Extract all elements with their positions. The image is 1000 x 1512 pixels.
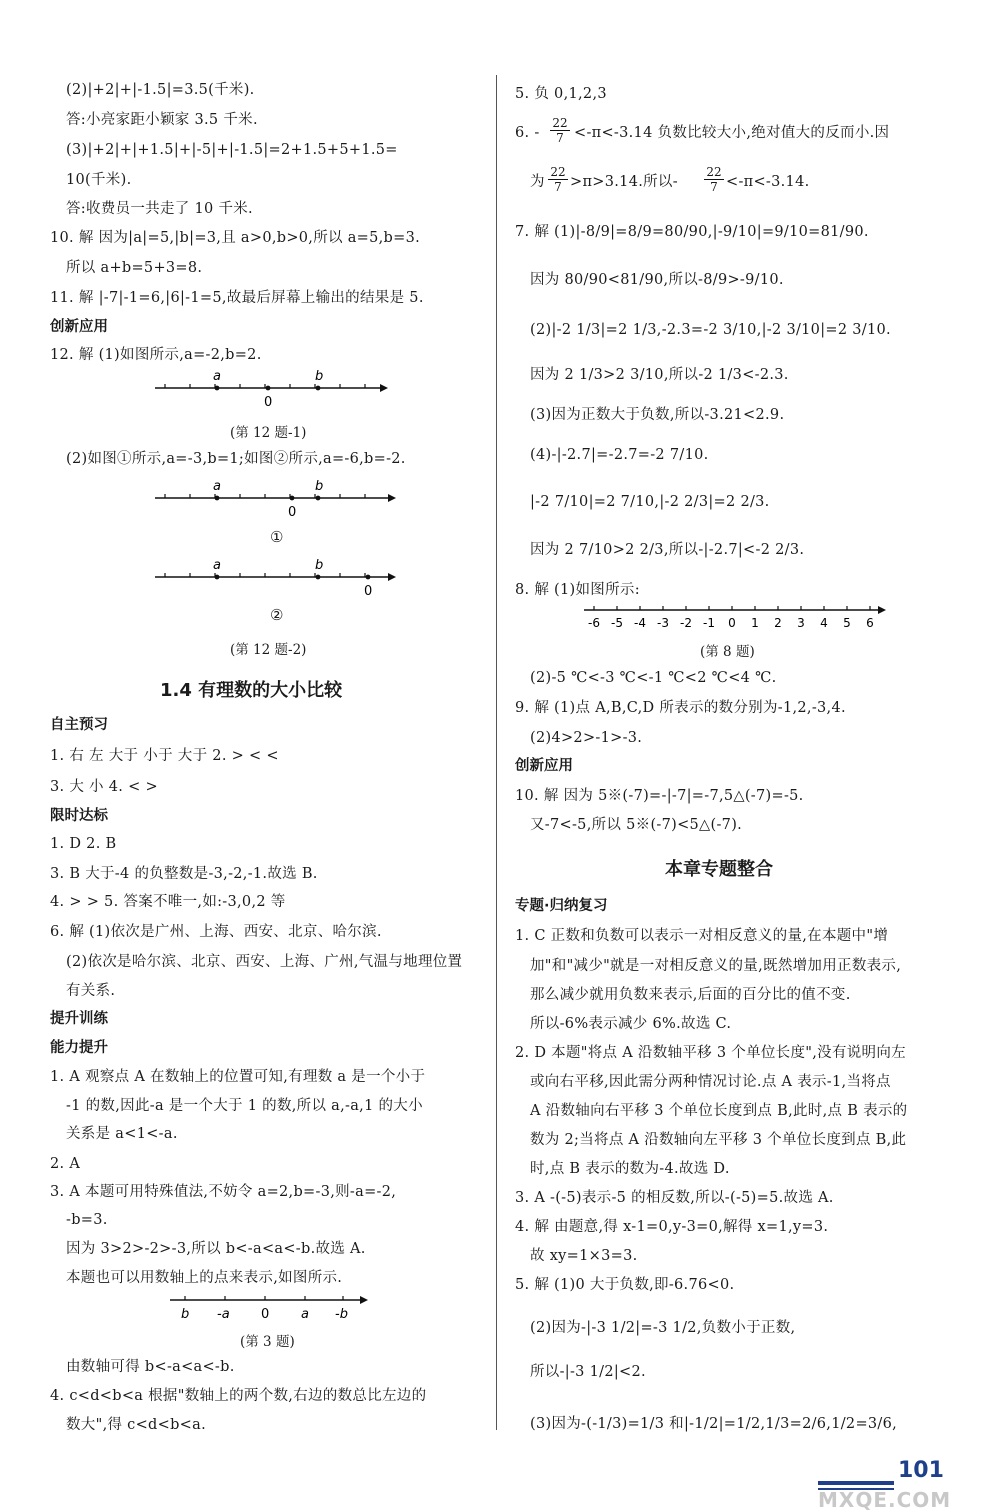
text-line: 5. 负 0,1,2,3 — [515, 86, 607, 102]
point-label: b — [315, 369, 324, 384]
text-line: (2)因为-|-3 1/2|=-3 1/2,负数小于正数, — [530, 1320, 796, 1336]
text-line: A 沿数轴向右平移 3 个单位长度到点 B,此时,点 B 表示的 — [530, 1103, 908, 1119]
text-line: 有关系. — [66, 983, 116, 999]
text-line: 2. D 本题"将点 A 沿数轴平移 3 个单位长度",没有说明向左 — [515, 1045, 906, 1061]
text-line: (2)依次是哈尔滨、北京、西安、上海、广州,气温与地理位置 — [66, 954, 463, 970]
axis-tick-label: -1 — [703, 616, 715, 630]
text-line: (4)-|-2.7|=-2.7=-2 7/10. — [530, 447, 709, 463]
text-line: 由数轴可得 b<-a<a<-b. — [66, 1359, 235, 1375]
text-line: 11. 解 |-7|-1=6,|6|-1=5,故最后屏幕上输出的结果是 5. — [50, 290, 424, 306]
figure-caption: (第 3 题) — [240, 1334, 295, 1350]
text-line: 又-7<-5,所以 5※(-7)<5△(-7). — [530, 817, 743, 833]
text-line: 为 — [530, 174, 545, 190]
text-line: 答:小亮家距小颖家 3.5 千米. — [66, 112, 258, 128]
subsection-heading: 创新应用 — [515, 758, 573, 774]
axis-tick-label: 6 — [866, 616, 874, 630]
denominator: 7 — [704, 179, 724, 194]
text-line: 12. 解 (1)如图所示,a=-2,b=2. — [50, 347, 262, 363]
numerator: 22 — [550, 165, 566, 179]
text-line: 所以-|-3 1/2|<2. — [530, 1364, 646, 1380]
denominator: 7 — [548, 179, 568, 194]
origin-label: 0 — [364, 584, 373, 599]
text-line: (2)4>2>-1>-3. — [530, 730, 643, 746]
text-line: 10. 解 因为|a|=5,|b|=3,且 a>0,b>0,所以 a=5,b=3. — [50, 230, 421, 246]
number-line-12-2b — [150, 557, 400, 607]
text-line: 1. D 2. B — [50, 836, 117, 852]
text-line: 10. 解 因为 5※(-7)=-|-7|=-7,5△(-7)=-5. — [515, 788, 804, 804]
subsection-heading: 自主预习 — [50, 717, 108, 733]
text-line: (3)因为正数大于负数,所以-3.21<2.9. — [530, 407, 785, 423]
fraction — [548, 165, 568, 194]
figure-marker: ① — [270, 528, 284, 546]
subsection-heading: 限时达标 — [50, 808, 108, 824]
point-label: a — [213, 369, 221, 384]
text-line: (3)|+2|+|+1.5|+|-5|+|-1.5|=2+1.5+5+1.5= — [66, 142, 398, 158]
section-title: 1.4 有理数的大小比较 — [160, 680, 343, 701]
text-line: 2. A — [50, 1156, 81, 1172]
page-number: 101 — [898, 1458, 944, 1483]
text-line: >π>3.14.所以- — [570, 174, 678, 190]
number-line-12-1 — [150, 368, 390, 418]
axis-tick-label: 4 — [820, 616, 828, 630]
text-line: 或向右平移,因此需分两种情况讨论.点 A 表示-1,当将点 — [530, 1074, 891, 1090]
axis-tick-label: 1 — [751, 616, 759, 630]
denominator: 7 — [550, 130, 570, 145]
text-line: 因为 2 7/10>2 2/3,所以-|-2.7|<-2 2/3. — [530, 542, 805, 558]
axis-label: 0 — [261, 1307, 270, 1322]
text-line: -b=3. — [66, 1212, 108, 1228]
text-line: 3. B 大于-4 的负整数是-3,-2,-1.故选 B. — [50, 866, 318, 882]
text-line: 8. 解 (1)如图所示: — [515, 582, 640, 598]
origin-label: 0 — [264, 395, 273, 410]
axis-label: a — [301, 1307, 309, 1322]
figure-caption: (第 8 题) — [700, 644, 755, 660]
text-line: 6. - — [515, 125, 540, 141]
axis-tick-label: -5 — [611, 616, 623, 630]
text-line: 3. 大 小 4. < > — [50, 779, 158, 795]
text-line: 数大",得 c<d<b<a. — [66, 1417, 206, 1433]
fraction — [550, 116, 570, 145]
column-divider — [496, 75, 497, 1430]
text-line: -1 的数,因此-a 是一个大于 1 的数,所以 a,-a,1 的大小 — [66, 1098, 423, 1114]
point-label: b — [315, 479, 324, 494]
subsection-heading: 能力提升 — [50, 1040, 108, 1056]
figure-marker: ② — [270, 606, 284, 624]
subsection-heading: 专题·归纳复习 — [515, 898, 608, 914]
number-line-3 — [165, 1290, 375, 1330]
text-line: 数为 2;当将点 A 沿数轴向左平移 3 个单位长度到点 B,此 — [530, 1132, 907, 1148]
text-line: 因为 3>2>-2>-3,所以 b<-a<a<-b.故选 A. — [66, 1241, 366, 1257]
text-line: (2)如图①所示,a=-3,b=1;如图②所示,a=-6,b=-2. — [66, 451, 406, 467]
text-line: <-π<-3.14 负数比较大小,绝对值大的反而小.因 — [574, 125, 890, 141]
fraction — [704, 165, 724, 194]
text-line: 关系是 a<1<-a. — [66, 1126, 178, 1142]
number-line-8 — [580, 600, 890, 640]
text-line: (3)因为-(-1/3)=1/3 和|-1/2|=1/2,1/3=2/6,1/2=3/6, — [530, 1416, 898, 1432]
axis-tick-label: -3 — [657, 616, 669, 630]
text-line: 所以-6%表示减少 6%.故选 C. — [530, 1016, 732, 1032]
text-line: 1. 右 左 大于 小于 大于 2. > < < — [50, 748, 279, 764]
numerator: 22 — [552, 116, 568, 130]
text-line: 4. 解 由题意,得 x-1=0,y-3=0,解得 x=1,y=3. — [515, 1219, 829, 1235]
axis-tick-label: -6 — [588, 616, 600, 630]
number-line-12-2a — [150, 478, 400, 528]
axis-tick-label: 5 — [843, 616, 851, 630]
axis-tick-label: 0 — [728, 616, 736, 630]
text-line: 1. C 正数和负数可以表示一对相反意义的量,在本题中"增 — [515, 928, 889, 944]
figure-caption: (第 12 题-1) — [230, 425, 307, 441]
text-line: 3. A -(-5)表示-5 的相反数,所以-(-5)=5.故选 A. — [515, 1190, 834, 1206]
footer-rule — [818, 1481, 894, 1485]
text-line: (2)|-2 1/3|=2 1/3,-2.3=-2 3/10,|-2 3/10|=2 3/10. — [530, 322, 891, 338]
text-line: 1. A 观察点 A 在数轴上的位置可知,有理数 a 是一个小于 — [50, 1069, 426, 1085]
axis-tick-label: -4 — [634, 616, 646, 630]
point-label: a — [213, 479, 221, 494]
text-line: 答:收费员一共走了 10 千米. — [66, 201, 253, 217]
text-line: 加"和"减少"就是一对相反意义的量,既然增加用正数表示, — [530, 958, 902, 974]
subsection-heading: 提升训练 — [50, 1011, 108, 1027]
axis-tick-label: -2 — [680, 616, 692, 630]
text-line: |-2 7/10|=2 7/10,|-2 2/3|=2 2/3. — [530, 494, 770, 510]
text-line: 所以 a+b=5+3=8. — [66, 260, 203, 276]
point-label: a — [213, 558, 221, 573]
text-line: 4. c<d<b<a 根据"数轴上的两个数,右边的数总比左边的 — [50, 1388, 427, 1404]
text-line: (2)|+2|+|-1.5|=3.5(千米). — [66, 82, 255, 98]
text-line: 本题也可以用数轴上的点来表示,如图所示. — [66, 1270, 343, 1286]
subsection-heading: 创新应用 — [50, 319, 108, 335]
text-line: 因为 2 1/3>2 3/10,所以-2 1/3<-2.3. — [530, 367, 789, 383]
numerator: 22 — [706, 165, 722, 179]
axis-label: -a — [217, 1307, 230, 1322]
axis-label: b — [181, 1307, 190, 1322]
text-line: (2)-5 ℃<-3 ℃<-1 ℃<2 ℃<4 ℃. — [530, 670, 777, 686]
point-label: b — [315, 558, 324, 573]
axis-tick-label: 3 — [797, 616, 805, 630]
text-line: 那么减少就用负数来表示,后面的百分比的值不变. — [530, 987, 851, 1003]
origin-label: 0 — [288, 505, 297, 520]
text-line: 9. 解 (1)点 A,B,C,D 所表示的数分别为-1,2,-3,4. — [515, 700, 846, 716]
text-line: 6. 解 (1)依次是广州、上海、西安、北京、哈尔滨. — [50, 924, 382, 940]
text-line: 10(千米). — [66, 172, 132, 188]
axis-tick-label: 2 — [774, 616, 782, 630]
text-line: 3. A 本题可用特殊值法,不妨令 a=2,b=-3,则-a=-2, — [50, 1184, 397, 1200]
axis-label: -b — [335, 1307, 348, 1322]
watermark: MXQE.COM — [818, 1488, 952, 1512]
text-line: 4. > > 5. 答案不唯一,如:-3,0,2 等 — [50, 894, 286, 910]
text-line: 时,点 B 表示的数为-4.故选 D. — [530, 1161, 730, 1177]
figure-caption: (第 12 题-2) — [230, 642, 307, 658]
text-line: <-π<-3.14. — [726, 174, 810, 190]
section-title: 本章专题整合 — [665, 859, 773, 880]
text-line: 5. 解 (1)0 大于负数,即-6.76<0. — [515, 1277, 735, 1293]
text-line: 7. 解 (1)|-8/9|=8/9=80/90,|-9/10|=9/10=81/90. — [515, 224, 869, 240]
text-line: 因为 80/90<81/90,所以-8/9>-9/10. — [530, 272, 784, 288]
text-line: 故 xy=1×3=3. — [530, 1248, 638, 1264]
